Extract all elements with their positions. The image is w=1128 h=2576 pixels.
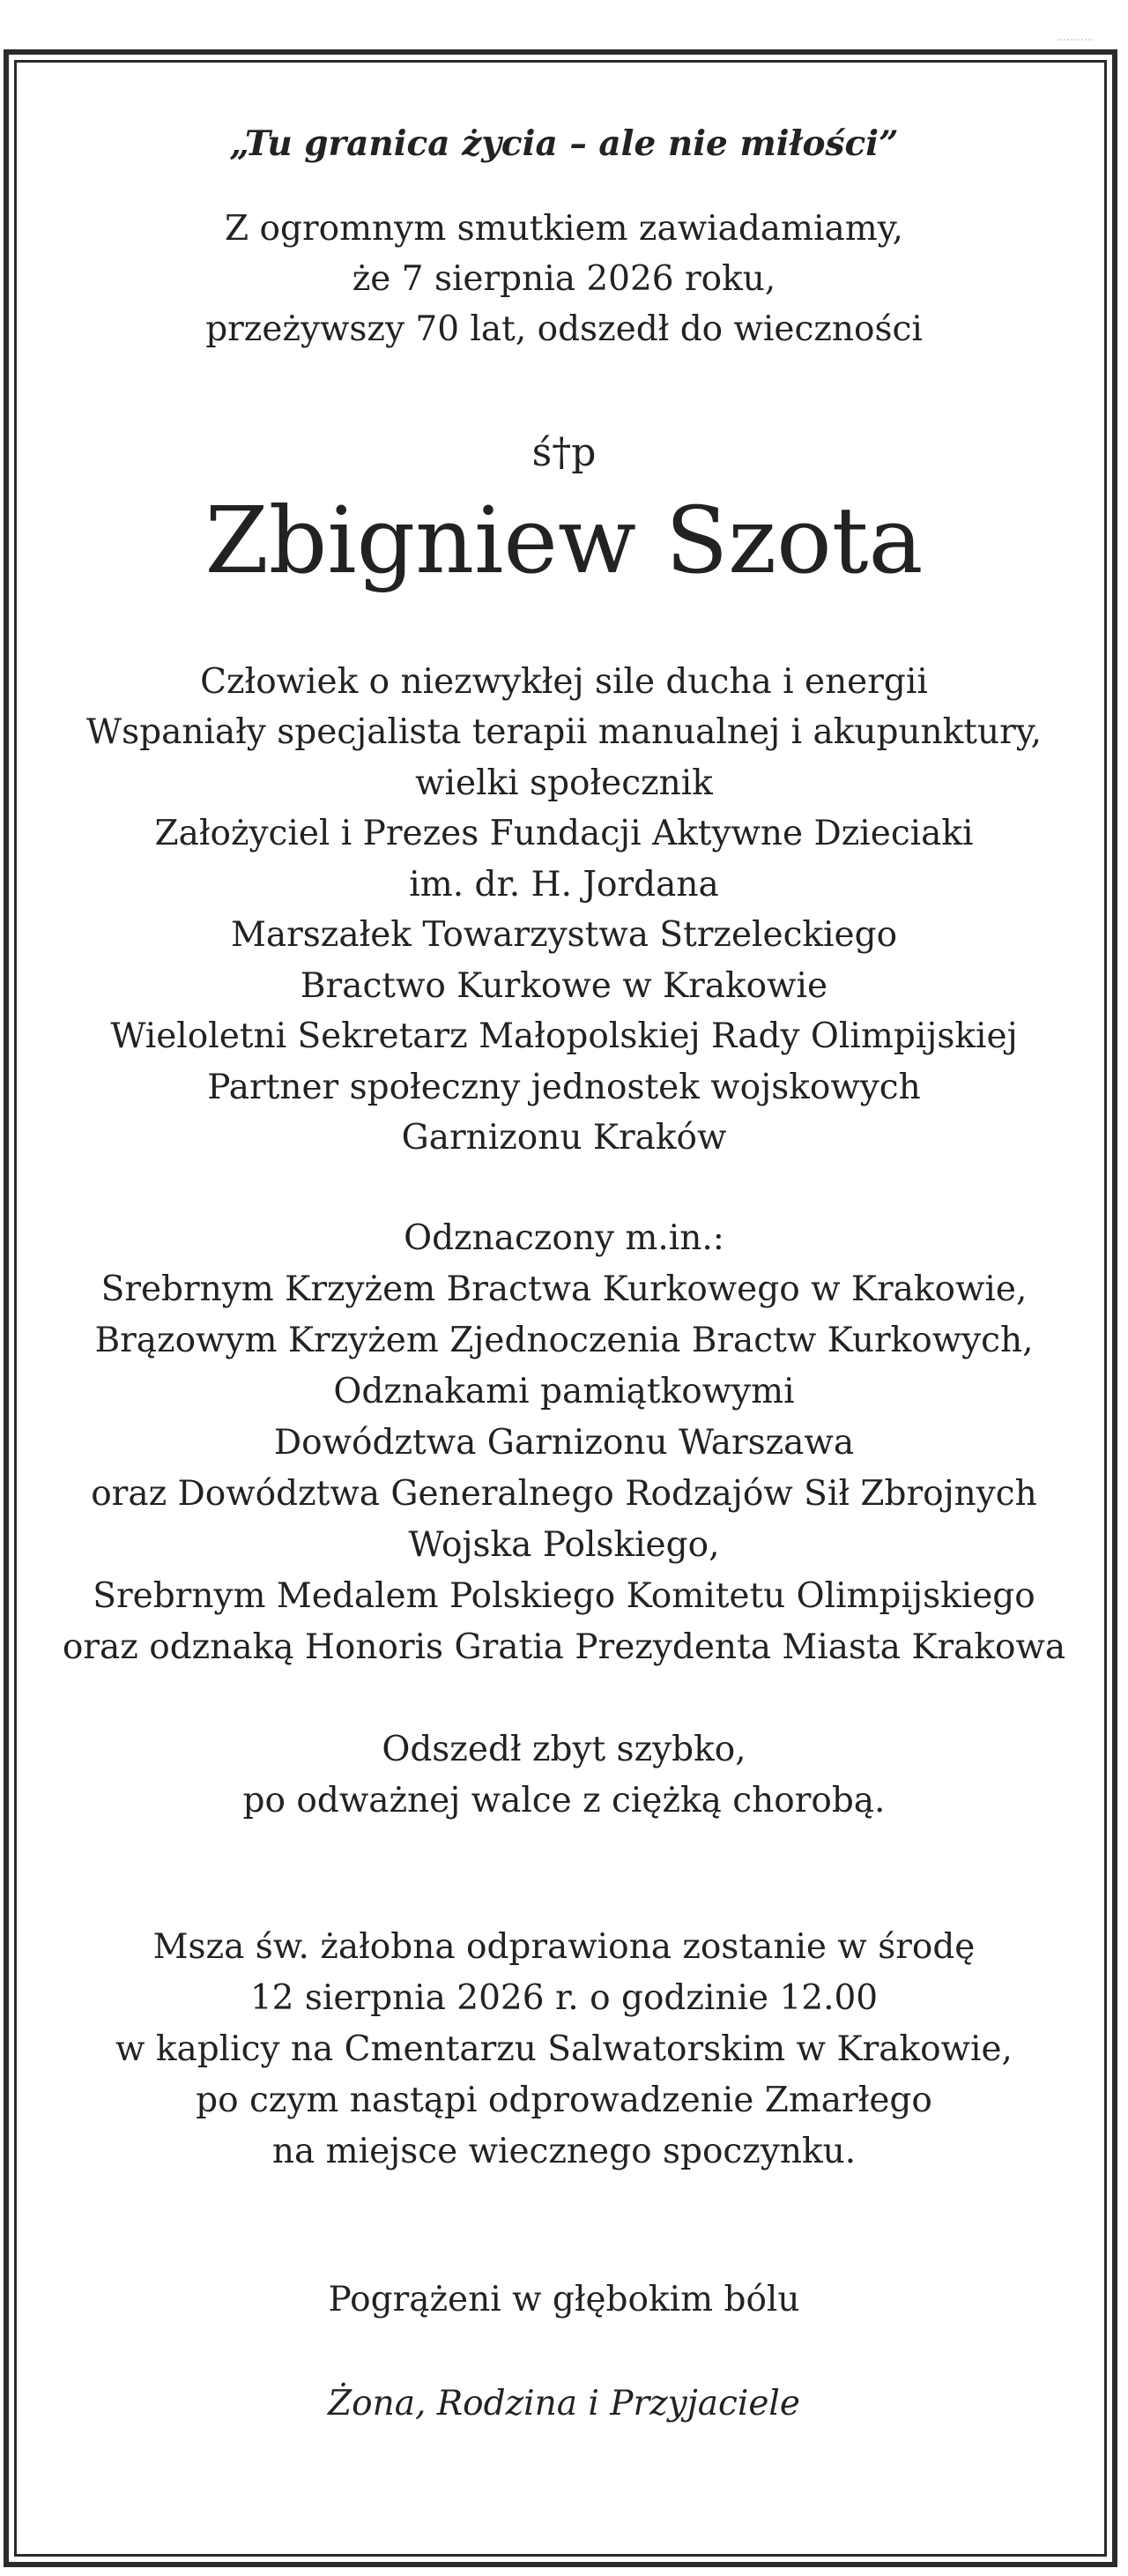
bio-line: Założyciel i Prezes Fundacji Aktywne Dzieciaki <box>154 814 974 854</box>
bio-line: Garnizonu Kraków <box>401 1118 727 1158</box>
stp-mark: ś†p <box>531 429 597 475</box>
biography <box>18 657 1110 1164</box>
death-note <box>18 1724 1110 1827</box>
honors-line: Srebrnym Krzyżem Bractwa Kurkowego w Krakowie, <box>100 1269 1028 1309</box>
obituary-notice <box>18 60 1110 2430</box>
intro-line: przeżywszy 70 lat, odszedł do wieczności <box>205 309 923 349</box>
honors-line: Wojska Polskiego, <box>408 1524 720 1565</box>
honors-line: oraz Dowództwa Generalnego Rodzajów Sił Zbrojnych <box>91 1473 1037 1514</box>
corner-decoration <box>1058 39 1093 42</box>
signature: Żona, Rodzina i Przyjaciele <box>328 2383 800 2423</box>
bio-line: Marszałek Towarzystwa Strzeleckiego <box>230 915 898 956</box>
deceased-name: Zbigniew Szota <box>204 487 924 595</box>
intro-line: że 7 sierpnia 2026 roku, <box>352 258 776 299</box>
honors-line: Srebrnym Medalem Polskiego Komitetu Olimpijskiego <box>93 1575 1035 1616</box>
honors-line: oraz odznaką Honoris Gratia Prezydenta Miasta Krakowa <box>62 1627 1066 1667</box>
mass-line: 12 sierpnia 2026 r. o godzinie 12.00 <box>249 1977 879 2018</box>
mass-line: po czym nastąpi odprowadzenie Zmarłego <box>196 2080 932 2120</box>
honors-line: Odznaczony m.in.: <box>404 1217 724 1258</box>
bio-line: Wspaniały specjalista terapii manualnej i akupunktury, <box>86 712 1042 753</box>
honors-line: Odznakami pamiątkowymi <box>333 1371 795 1411</box>
intro-text <box>18 204 1110 354</box>
funeral-mass-info <box>18 1922 1110 2178</box>
motto: „Tu granica życia – ale nie miłości” <box>229 123 899 164</box>
bio-line: im. dr. H. Jordana <box>409 864 719 905</box>
honors-line: Dowództwa Garnizonu Warszawa <box>273 1422 855 1463</box>
bio-line: Bractwo Kurkowe w Krakowie <box>300 965 828 1006</box>
intro-line: Z ogromnym smutkiem zawiadamiamy, <box>225 208 903 249</box>
mass-line: w kaplicy na Cmentarzu Salwatorskim w Krakowie, <box>115 2029 1013 2069</box>
bio-line: Człowiek o niezwykłej sile ducha i energii <box>200 661 928 702</box>
bio-line: Partner społeczny jednostek wojskowych <box>207 1067 921 1107</box>
honors-line: Brązowym Krzyżem Zjednoczenia Bractw Kurkowych, <box>94 1320 1034 1360</box>
death-line: po odważnej walce z ciężką chorobą. <box>242 1780 886 1820</box>
bio-line: wielki społecznik <box>415 763 713 803</box>
mass-line: Msza św. żałobna odprawiona zostanie w środę <box>152 1926 976 1967</box>
grief-line: Pogrążeni w głębokim bólu <box>328 2279 800 2319</box>
death-line: Odszedł zbyt szybko, <box>382 1729 746 1769</box>
honors <box>18 1213 1110 1673</box>
mass-line: na miejsce wiecznego spoczynku. <box>271 2131 857 2171</box>
bio-line: Wieloletni Sekretarz Małopolskiej Rady Olimpijskiej <box>110 1016 1018 1057</box>
